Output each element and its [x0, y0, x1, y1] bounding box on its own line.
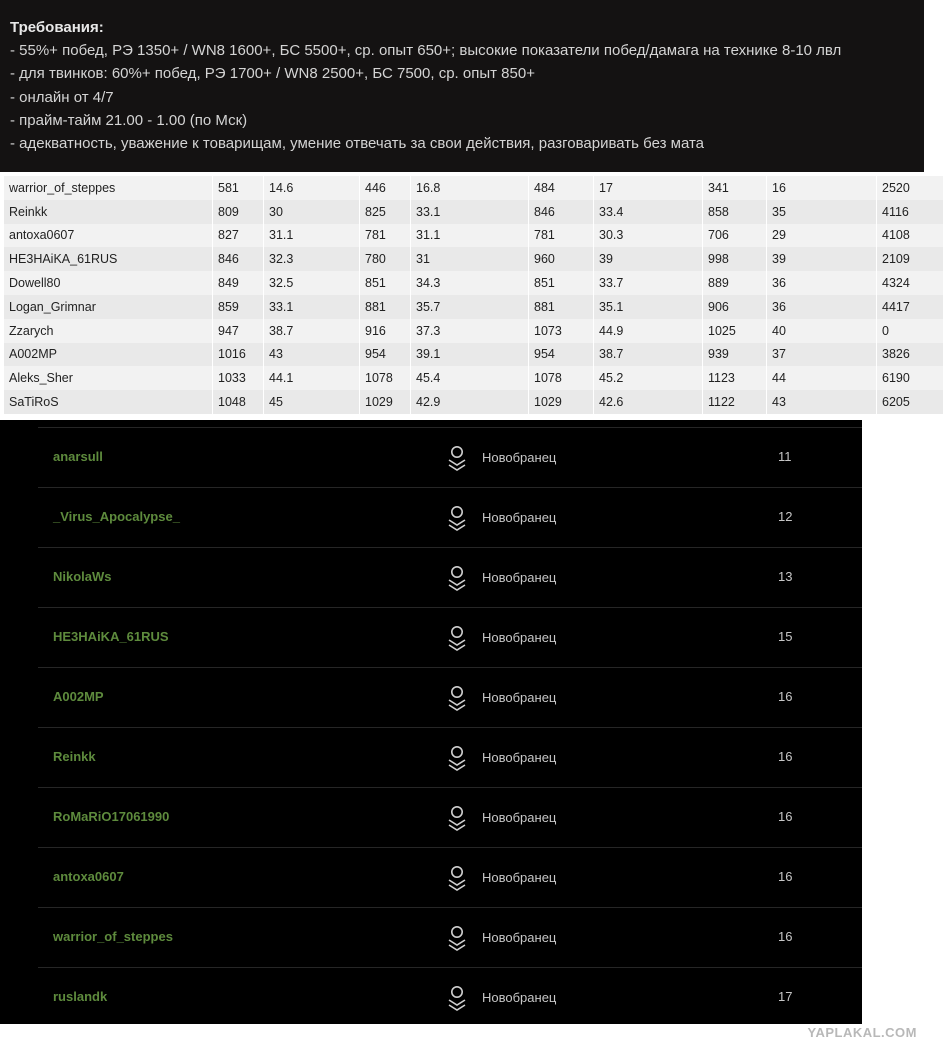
stat-cell: 40 [767, 319, 877, 343]
member-name-link[interactable]: anarsull [53, 449, 103, 464]
member-days-count: 11 [778, 449, 792, 464]
stat-cell: 1029 [360, 390, 411, 414]
player-name-cell: antoxa0607 [4, 224, 213, 248]
member-rank-label: Новобранец [482, 510, 557, 525]
stat-cell: 4116 [877, 200, 943, 224]
stat-cell: 809 [213, 200, 264, 224]
stat-cell: 960 [529, 247, 594, 271]
member-days-count: 16 [778, 869, 793, 884]
player-name-cell: HE3HAiKA_61RUS [4, 247, 213, 271]
stat-cell: 33.4 [594, 200, 703, 224]
stat-cell: 846 [529, 200, 594, 224]
member-rank [446, 865, 596, 891]
stat-cell: 2520 [877, 176, 943, 200]
stat-cell: 44.9 [594, 319, 703, 343]
member-rank-label: Новобранец [482, 630, 557, 645]
stat-cell: 827 [213, 224, 264, 248]
stat-cell: 1123 [703, 366, 767, 390]
member-rank-label: Новобранец [482, 810, 557, 825]
stat-cell: 889 [703, 271, 767, 295]
stat-cell: 42.9 [411, 390, 529, 414]
stat-cell: 341 [703, 176, 767, 200]
stat-cell: 6190 [877, 366, 943, 390]
stat-cell: 846 [213, 247, 264, 271]
stat-cell: 17 [594, 176, 703, 200]
stat-cell: 1025 [703, 319, 767, 343]
stat-cell: 858 [703, 200, 767, 224]
stat-cell: 859 [213, 295, 264, 319]
member-days-count: 17 [778, 989, 793, 1004]
stat-cell: 1078 [529, 366, 594, 390]
stat-cell: 16.8 [411, 176, 529, 200]
member-name-link[interactable]: ruslandk [53, 989, 108, 1004]
member-days-count: 16 [778, 809, 793, 824]
stat-cell: 43 [767, 390, 877, 414]
stat-cell: 37.3 [411, 319, 529, 343]
stat-cell: 33.1 [264, 295, 360, 319]
member-days-count: 16 [778, 929, 793, 944]
stats-row [4, 366, 943, 390]
stats-row [4, 176, 943, 200]
player-name-cell: Reinkk [4, 200, 213, 224]
member-name-link[interactable]: RoMaRiO17061990 [53, 809, 170, 824]
stat-cell: 31 [411, 247, 529, 271]
member-rank-label: Новобранец [482, 990, 557, 1005]
stat-cell: 43 [264, 343, 360, 367]
stat-cell: 781 [360, 224, 411, 248]
stat-cell: 35.7 [411, 295, 529, 319]
member-rank [446, 565, 596, 591]
member-name-link[interactable]: antoxa0607 [53, 869, 124, 884]
stat-cell: 31.1 [264, 224, 360, 248]
stat-cell: 34.3 [411, 271, 529, 295]
requirement-line: - для твинков: 60%+ побед, РЭ 1700+ / WN8 2500+, БС 7500, ср. опыт 850+ [10, 65, 535, 83]
member-rank [446, 505, 596, 531]
stat-cell: 14.6 [264, 176, 360, 200]
member-row [38, 547, 862, 607]
stat-cell: 31.1 [411, 224, 529, 248]
member-rank [446, 925, 596, 951]
stats-row [4, 390, 943, 414]
stat-cell: 33.7 [594, 271, 703, 295]
stat-cell: 44 [767, 366, 877, 390]
stat-cell: 44.1 [264, 366, 360, 390]
stat-cell: 39 [594, 247, 703, 271]
member-name-link[interactable]: A002MP [53, 689, 104, 704]
member-row [38, 607, 862, 667]
member-row [38, 727, 862, 787]
stat-cell: 1016 [213, 343, 264, 367]
stat-cell: 1048 [213, 390, 264, 414]
stat-cell: 30.3 [594, 224, 703, 248]
stat-cell: 851 [360, 271, 411, 295]
stat-cell: 780 [360, 247, 411, 271]
stat-cell: 4108 [877, 224, 943, 248]
member-days-count: 16 [778, 689, 793, 704]
stat-cell: 29 [767, 224, 877, 248]
stat-cell: 30 [264, 200, 360, 224]
stats-row [4, 343, 943, 367]
stats-row [4, 200, 943, 224]
stat-cell: 581 [213, 176, 264, 200]
stat-cell: 36 [767, 295, 877, 319]
member-row [38, 967, 862, 1027]
player-name-cell: A002MP [4, 343, 213, 367]
stat-cell: 45.2 [594, 366, 703, 390]
member-rank-label: Новобранец [482, 750, 557, 765]
member-rank [446, 805, 596, 831]
stat-cell: 484 [529, 176, 594, 200]
requirement-line: - онлайн от 4/7 [10, 88, 114, 106]
member-days-count: 13 [778, 569, 793, 584]
player-name-cell: warrior_of_steppes [4, 176, 213, 200]
stat-cell: 37 [767, 343, 877, 367]
stat-cell: 33.1 [411, 200, 529, 224]
member-name-link[interactable]: NikolaWs [53, 569, 112, 584]
member-days-count: 15 [778, 629, 793, 644]
member-row [38, 487, 862, 547]
stat-cell: 849 [213, 271, 264, 295]
stat-cell: 2109 [877, 247, 943, 271]
player-name-cell: SaTiRoS [4, 390, 213, 414]
requirement-line: - прайм-тайм 21.00 - 1.00 (по Мск) [10, 111, 248, 129]
stat-cell: 916 [360, 319, 411, 343]
stat-cell: 3826 [877, 343, 943, 367]
stat-cell: 45.4 [411, 366, 529, 390]
requirements-block [0, 0, 924, 172]
stat-cell: 38.7 [594, 343, 703, 367]
stat-cell: 825 [360, 200, 411, 224]
member-row [38, 787, 862, 847]
member-name-link[interactable]: Reinkk [53, 749, 96, 764]
member-row [38, 667, 862, 727]
stat-cell: 781 [529, 224, 594, 248]
member-rank-label: Новобранец [482, 930, 557, 945]
player-stats-table [3, 176, 943, 414]
stat-cell: 42.6 [594, 390, 703, 414]
stat-cell: 36 [767, 271, 877, 295]
stat-cell: 851 [529, 271, 594, 295]
player-name-cell: Zzarych [4, 319, 213, 343]
member-name-link[interactable]: _Virus_Apocalypse_ [53, 509, 180, 524]
member-rank-label: Новобранец [482, 870, 557, 885]
member-rank [446, 625, 596, 651]
stat-cell: 32.3 [264, 247, 360, 271]
requirement-line: - адекватность, уважение к товарищам, умение отвечать за свои действия, разговаривать без мата [10, 135, 704, 153]
stat-cell: 39.1 [411, 343, 529, 367]
member-rank-label: Новобранец [482, 450, 557, 465]
requirements-title: Требования: [10, 19, 104, 36]
member-name-link[interactable]: warrior_of_steppes [53, 929, 173, 944]
stat-cell: 954 [529, 343, 594, 367]
stat-cell: 32.5 [264, 271, 360, 295]
member-rank-label: Новобранец [482, 570, 557, 585]
stat-cell: 38.7 [264, 319, 360, 343]
stat-cell: 881 [360, 295, 411, 319]
stat-cell: 45 [264, 390, 360, 414]
stats-row [4, 247, 943, 271]
member-row [38, 427, 862, 487]
member-days-count: 16 [778, 749, 793, 764]
stat-cell: 1122 [703, 390, 767, 414]
stats-row [4, 319, 943, 343]
member-rank [446, 445, 596, 471]
stat-cell: 939 [703, 343, 767, 367]
stat-cell: 39 [767, 247, 877, 271]
stat-cell: 906 [703, 295, 767, 319]
stat-cell: 16 [767, 176, 877, 200]
stat-cell: 35.1 [594, 295, 703, 319]
stats-row [4, 295, 943, 319]
stat-cell: 446 [360, 176, 411, 200]
watermark: YAPLAKAL.COM [807, 1025, 917, 1040]
page-footer [0, 1024, 943, 1063]
requirement-line: - 55%+ побед, РЭ 1350+ / WN8 1600+, БС 5500+, ср. опыт 650+; высокие показатели побед/дамага на технике 8-10 лвл [10, 42, 842, 60]
player-name-cell: Dowell80 [4, 271, 213, 295]
player-name-cell: Logan_Grimnar [4, 295, 213, 319]
stat-cell: 6205 [877, 390, 943, 414]
stat-cell: 1073 [529, 319, 594, 343]
stats-row [4, 271, 943, 295]
stat-cell: 954 [360, 343, 411, 367]
stat-cell: 881 [529, 295, 594, 319]
stat-cell: 947 [213, 319, 264, 343]
stat-cell: 0 [877, 319, 943, 343]
member-row [38, 847, 862, 907]
stats-row [4, 224, 943, 248]
member-rank [446, 745, 596, 771]
clan-members-list [0, 420, 862, 1024]
player-name-cell: Aleks_Sher [4, 366, 213, 390]
stat-cell: 1033 [213, 366, 264, 390]
stat-cell: 998 [703, 247, 767, 271]
member-days-count: 12 [778, 509, 793, 524]
member-name-link[interactable]: HE3HAiKA_61RUS [53, 629, 169, 644]
stat-cell: 706 [703, 224, 767, 248]
stat-cell: 4324 [877, 271, 943, 295]
member-rank [446, 985, 596, 1011]
stat-cell: 4417 [877, 295, 943, 319]
stat-cell: 1029 [529, 390, 594, 414]
stat-cell: 35 [767, 200, 877, 224]
member-rank-label: Новобранец [482, 690, 557, 705]
member-rank [446, 685, 596, 711]
stat-cell: 1078 [360, 366, 411, 390]
member-row [38, 907, 862, 967]
